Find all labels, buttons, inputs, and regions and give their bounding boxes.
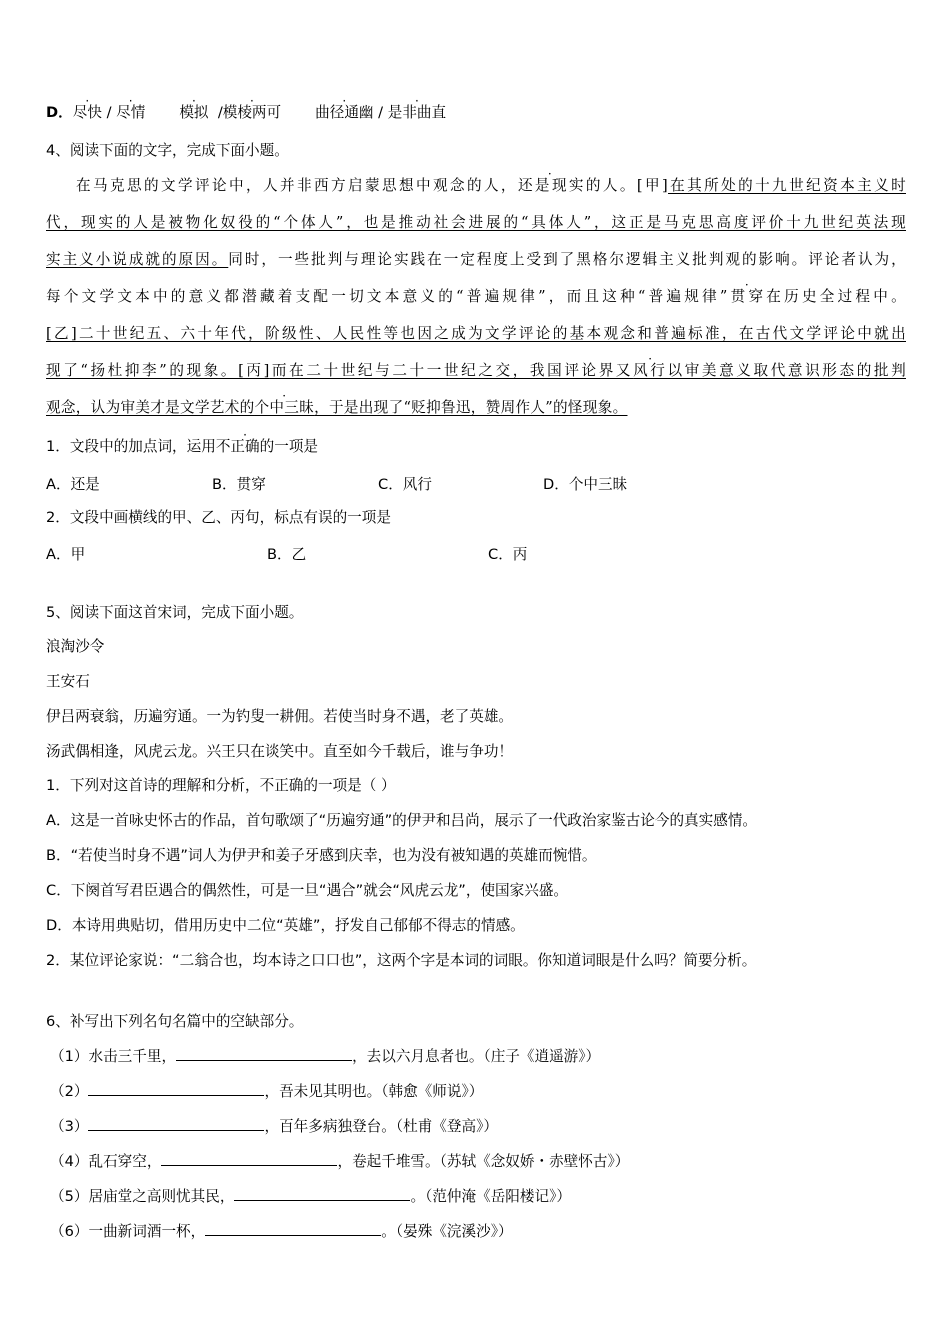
item-text: ，百年多病独登台。（杜甫《登高》） [264,1118,498,1135]
dotted-word: 是非曲直 [387,104,447,121]
q5-sub1: 1．下列对这首诗的理解和分析，不正确的一项是（ ） [46,777,396,794]
q4-sub1-option-d: D．个中三昧 [543,476,628,493]
answer-blank[interactable] [88,1081,264,1096]
q4-passage-line-3 [46,241,906,278]
q4-sub1-option-a: A．还是 [46,476,100,493]
item-text: ，吾未见其明也。（韩愈《师说》） [264,1083,484,1100]
item-number: （5） [50,1188,89,1205]
item-number: （3） [50,1118,89,1135]
passage-text: 在历史全过程中。 [766,288,906,305]
poem-author: 王安石 [46,673,90,690]
dotted-word: 个中三昧 [254,399,315,416]
separator: / [106,104,112,121]
dotted-word: 正确 [230,438,260,455]
q6-item-2 [50,1081,483,1102]
passage-text: 每个文学文本中的意义都潜藏着支配一切文本意义的“普遍规律”，而且这种“普遍规律” [46,288,728,305]
item-text: 水击三千里， [88,1048,177,1065]
answer-blank[interactable] [205,1221,381,1236]
item-text: 居庙堂之高则忧其民， [88,1188,235,1205]
q4-passage-line-7 [46,389,628,426]
passage-text: 同时，一些批判与理论实践在一定程度上受到了黑格尔逻辑主义批判观的影响。评论者认为， [228,251,906,268]
q4-sub2: 2．文段中画横线的甲、乙、丙句，标点有误的一项是 [46,509,391,526]
underlined-sentence: ，于是出现了“贬抑鲁迅，赞周作人”的怪现象。 [314,399,628,416]
q4-sub2-option-c: C．丙 [488,546,528,563]
underlined-sentence: 观念，认为审美才是文学艺术的 [46,399,255,416]
dotted-word: 还是 [517,177,552,194]
q6-item-6 [50,1221,513,1242]
q6-item-4 [50,1151,629,1172]
item-text: 乱石穿空， [88,1153,162,1170]
q4-passage-line-4 [46,278,906,315]
q6-item-3 [50,1116,498,1137]
dotted-word: 尽情 [116,104,146,121]
item-text: ，卷起千堆雪。（苏轼《念奴娇・赤壁怀古》） [337,1153,630,1170]
dotted-word: 尽快 [72,104,102,121]
q5-option-b: B．“若使当时身不遇”词人为伊尹和姜子牙感到庆幸，也为没有被知遇的英雄而惋惜。 [46,847,597,864]
passage-text: 现实的人。[甲] [551,177,669,194]
underlined-sentence: 现了“扬杜抑李”的现象。[丙] [46,362,270,379]
prev-option-d [46,103,446,123]
dotted-word: 风行 [633,362,668,379]
dotted-word: 曲径通幽 [315,104,374,121]
dotted-word: 贯穿 [727,288,767,305]
q4-sub1 [46,437,318,457]
item-text: 。（晏殊《浣溪沙》） [381,1223,513,1240]
q5-option-a: A．这是一首咏史怀古的作品，首句歌颂了“历遍穷通”的伊尹和吕尚，展示了一代政治家鉴古论今的真实感情。 [46,812,758,829]
q6-item-1 [50,1046,600,1067]
dotted-word: 模拟 [179,104,209,121]
q4-passage-line-2: 代，现实的人是被物化奴役的“个体人”，也是推动社会进展的“具体人”，这正是马克思高度评价十九世纪英法现 [46,214,906,231]
underlined-sentence: 以审美意义取代意识形态的批判 [667,362,906,379]
answer-blank[interactable] [176,1046,352,1061]
q4-sub2-option-b: B．乙 [267,546,307,563]
dotted-word: 模棱两可 [222,104,282,121]
item-text: ，去以六月息者也。（庄子《逍遥游》） [352,1048,601,1065]
underlined-sentence: 实主义小说成就的原因。 [46,251,229,268]
q5-heading: 5、阅读下面这首宋词，完成下面小题。 [46,604,304,621]
answer-blank[interactable] [234,1186,410,1201]
poem-line-1: 伊吕两衰翁，历遍穷通。一为钓叟一耕佣。若使当时身不遇，老了英雄。 [46,708,514,725]
q5-sub2: 2．某位评论家说：“二翁合也，均本诗之口口也”，这两个字是本词的词眼。你知道词眼是什么吗？简要分析。 [46,952,757,969]
underlined-sentence: 而在二十世纪与二十一世纪之交，我国评论界又 [269,362,634,379]
q4-passage-line-1 [46,167,906,204]
item-text: 一曲新词酒一杯， [88,1223,206,1240]
poem-line-2: 汤武偶相逢，风虎云龙。兴王只在谈笑中。直至如今千载后，谁与争功！ [46,743,514,760]
q4-sub1-option-c: C．风行 [378,476,432,493]
item-text: 。（范仲淹《岳阳楼记》） [410,1188,571,1205]
poem-title: 浪淘沙令 [46,638,105,655]
question-text: 1．文段中的加点词，运用不 [46,438,231,455]
q6-heading: 6、补写出下列名句名篇中的空缺部分。 [46,1013,304,1030]
q4-heading: 4、阅读下面的文字，完成下面小题。 [46,142,289,159]
q5-option-c: C．下阕首写君臣遇合的偶然性，可是一旦“遇合”就会“风虎云龙”，使国家兴盛。 [46,882,569,899]
item-number: （6） [50,1223,89,1240]
q4-sub1-option-b: B．贯穿 [212,476,266,493]
answer-blank[interactable] [161,1151,337,1166]
separator: / [217,104,223,121]
q5-option-d: D．本诗用典贴切，借用历史中二位“英雄”，抒发自己郁郁不得志的情感。 [46,917,525,934]
q4-passage-line-6 [46,352,906,389]
q6-item-5 [50,1186,571,1207]
passage-text: 在马克思的文学评论中，人并非西方启蒙思想中观念的人， [76,177,518,194]
q4-passage-line-5: [乙]二十世纪五、六十年代，阶级性、人民性等也因之成为文学评论的基本观念和普遍标准，在古代文学评论中就出 [46,325,906,342]
question-text: 的一项是 [259,438,319,455]
item-number: （1） [50,1048,89,1065]
q4-sub2-option-a: A．甲 [46,546,86,563]
answer-blank[interactable] [88,1116,264,1131]
option-letter: D． [46,104,73,121]
item-number: （4） [50,1153,89,1170]
separator: / [378,104,384,121]
item-number: （2） [50,1083,89,1100]
underlined-sentence: 在其所处的十九世纪资本主义时 [668,177,906,194]
